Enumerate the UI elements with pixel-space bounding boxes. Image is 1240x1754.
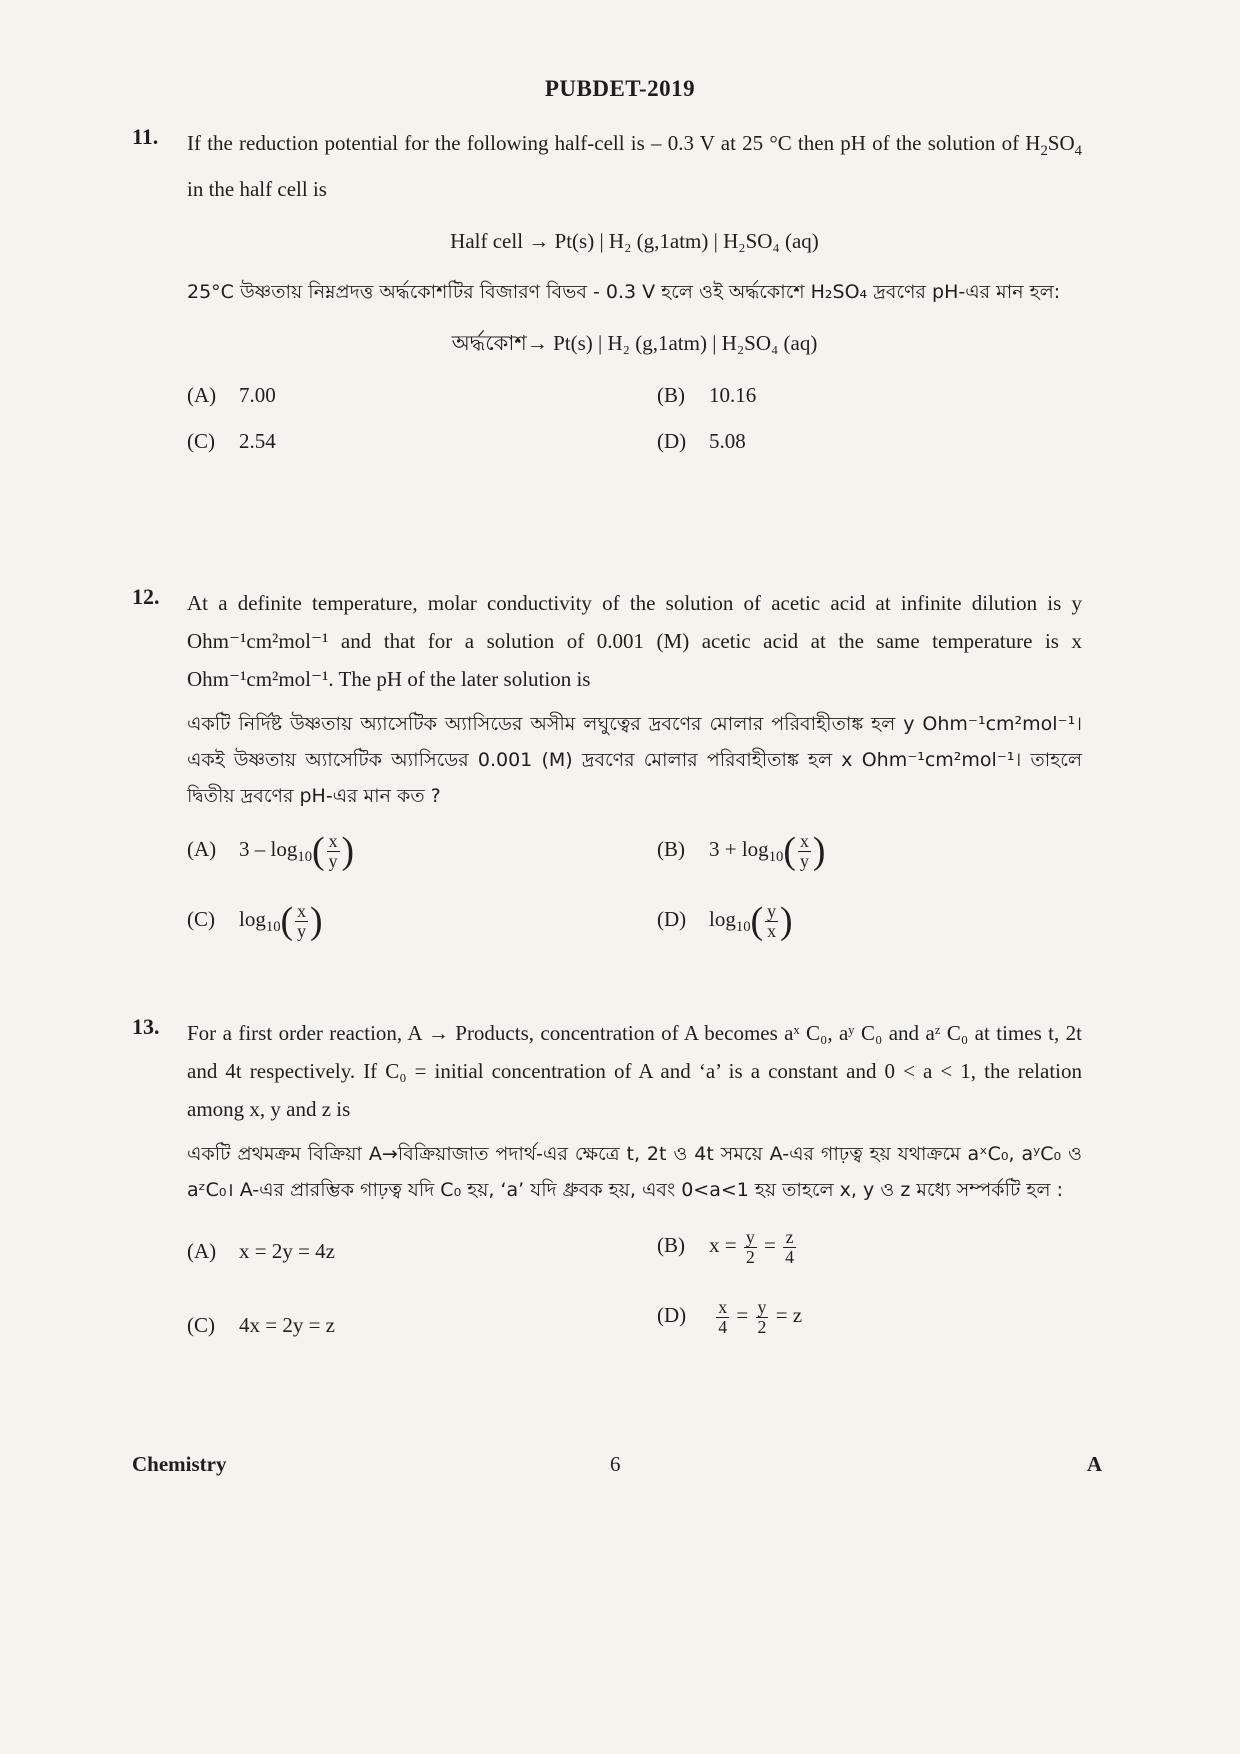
half-cell-equation-en: Half cell → Pt(s) | H₂ (g,1atm) | H₂SO₄ (aq) — [450, 229, 819, 254]
question-11 — [132, 124, 1082, 472]
question-text-bn: একটি নির্দিষ্ট উষ্ণতায় অ্যাসেটিক অ্যাসিডের অসীম লঘুত্বের দ্রবণের মোলার পরিবাহীতাঙ্ক হল y Ohm⁻¹cm²mol⁻¹। একই উষ্ণতায় অ্যাসেটিক অ্যাসিডের 0.001 (M) দ্রবণের মোলার পরিবাহীতাঙ্ক হল x Ohm⁻¹cm²mol⁻¹। তাহলে দ্বিতীয় দ্রবণের pH-এর মান কত ? — [187, 713, 1082, 807]
page-title: PUBDET-2019 — [544, 76, 696, 101]
option-d[interactable]: (D) $\frac{x}{4}$ = $\frac{y}{2}$ = z — [657, 1296, 803, 1337]
option-c[interactable]: (C) $\log_{10}$( $\frac{x}{y}$ ) — [187, 900, 323, 943]
question-text-en: At a definite temperature, molar conductivity of the solution of acetic acid at infinite dilution is y Ohm⁻¹cm²mol⁻¹ and that for a solution of 0.001 (M) acetic acid at the same temperature is x Ohm⁻¹cm²mol⁻¹. The pH of the later solution is — [187, 591, 1082, 691]
question-text-en: For a first order reaction, A → Products, concentration of A becomes aˣ C₀, aʸ C₀ and aᶻ C₀ at times t, 2t and 4t respectively. If C₀ = initial concentration of A and ‘a’ is a constant and 0 < a < 1, the relation among x, y and z is — [187, 1021, 1082, 1121]
option-c[interactable]: (C) 2.54 — [187, 429, 276, 454]
question-13 — [132, 1014, 1082, 1356]
options — [187, 830, 1082, 970]
options — [187, 376, 1082, 472]
half-cell-equation-bn: অর্দ্ধকোশ→ Pt(s) | H₂ (g,1atm) | H₂SO₄ (aq) — [451, 331, 818, 356]
question-text-bn: 25°C উষ্ণতায় নিম্নপ্রদত্ত অর্দ্ধকোশটির বিজারণ বিভব - 0.3 V হলে ওই অর্দ্ধকোশে H₂SO₄ দ্রবণের pH-এর মান হল: — [187, 281, 1061, 304]
question-text-bn: একটি প্রথমক্রম বিক্রিয়া A→বিক্রিয়াজাত পদার্থ-এর ক্ষেত্রে t, 2t ও 4t সময়ে A-এর গাঢ়ত্ব হয় যথাক্রমে aˣC₀, aʸC₀ ও aᶻC₀। A-এর প্রারম্ভিক গাঢ়ত্ব যদি C₀ হয়, ‘a’ যদি ধ্রুবক হয়, এবং 0<a<1 হয় তাহলে x, y ও z মধ্যে সম্পর্কটি হল : — [187, 1143, 1082, 1201]
question-number: 11. — [132, 124, 159, 149]
option-b[interactable]: (B) 10.16 — [657, 383, 757, 408]
set-label: A — [1086, 1452, 1102, 1476]
option-a[interactable]: (A) $3 - \log_{10}$( $\frac{x}{y}$ ) — [187, 830, 355, 873]
option-a[interactable]: (A) 7.00 — [187, 383, 276, 408]
option-d[interactable]: (D) $\log_{10}$( $\frac{y}{x}$ ) — [657, 900, 793, 943]
option-a[interactable]: (A) x = 2y = 4z — [187, 1239, 336, 1263]
question-number: 12. — [132, 584, 160, 609]
question-text-en: If the reduction potential for the following half-cell is – 0.3 V at 25 °C then pH of the solution of $H_2SO_4$ in the half cell is — [187, 131, 1082, 202]
options — [187, 1226, 1082, 1356]
subject-label: Chemistry — [132, 1452, 227, 1476]
option-d[interactable]: (D) 5.08 — [657, 429, 746, 454]
question-number: 13. — [132, 1014, 160, 1039]
option-b[interactable]: (B) $3 + \log_{10}$( $\frac{x}{y}$ ) — [657, 830, 826, 873]
option-c[interactable]: (C) 4x = 2y = z — [187, 1313, 336, 1337]
page-number: 6 — [610, 1452, 621, 1476]
option-b[interactable]: (B) x = $\frac{y}{2}$ = $\frac{z}{4}$ — [657, 1226, 795, 1267]
question-12 — [132, 584, 1082, 970]
